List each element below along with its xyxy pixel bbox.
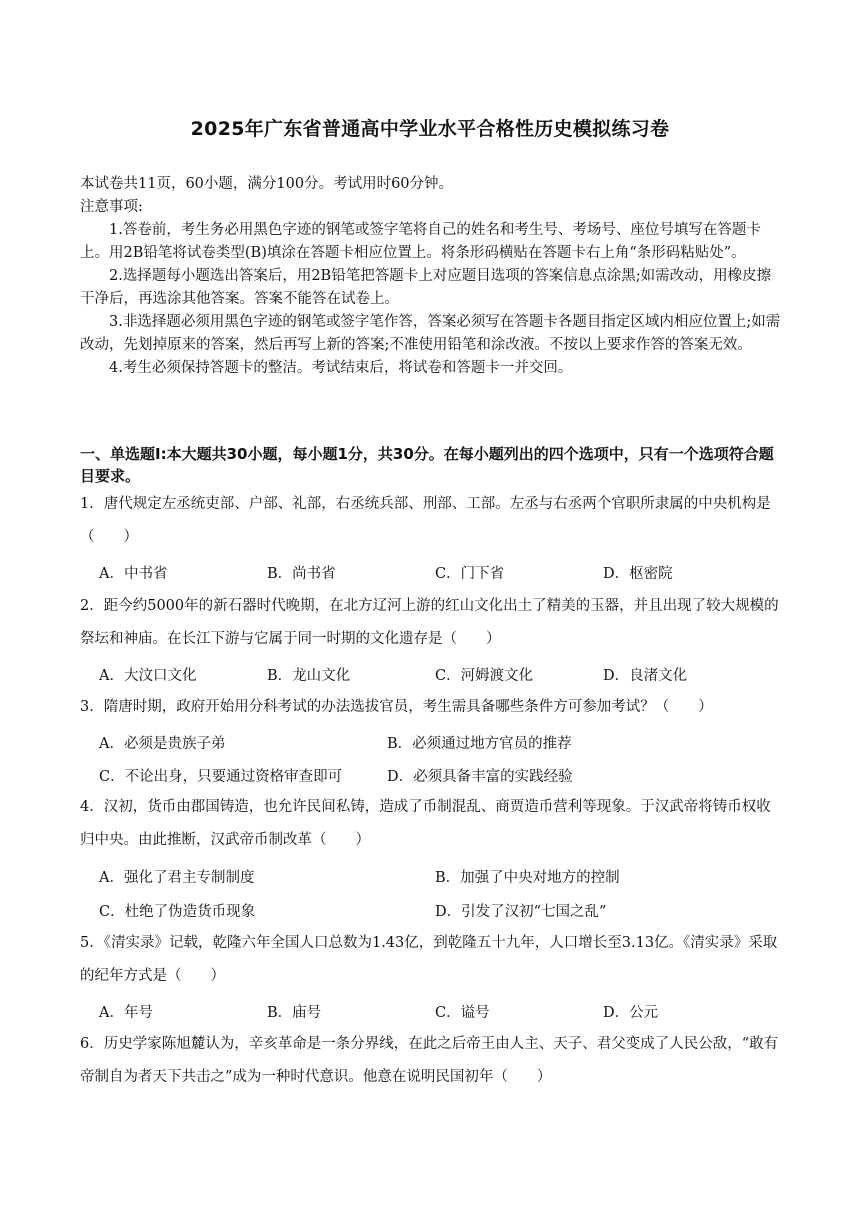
option-d: D．必须具备丰富的实践经验: [387, 769, 573, 785]
option-a: A．中书省: [99, 566, 168, 582]
question-stem: 6．历史学家陈旭麓认为，辛亥革命是一条分界线，在此之后帝王由人主、天子、君父变成了人民公敌，“敢有帝制自为者天下共击之”成为一种时代意识。他意在说明民国初年（ ）: [80, 1036, 779, 1085]
question-stem: 4．汉初，货币由郡国铸造，也允许民间私铸，造成了币制混乱、商贾造币营利等现象。于汉武帝将铸币权收归中央。由此推断，汉武帝币制改革（ ）: [80, 799, 771, 848]
exam-title: 2025年广东省普通高中学业水平合格性历史模拟练习卷: [190, 118, 670, 140]
question-options: [99, 866, 789, 896]
question-stem: 2．距今约5000年的新石器时代晚期，在北方辽河上游的红山文化出土了精美的玉器，并且出现了较大规模的祭坛和神庙。在长江下游与它属于同一时期的文化遗存是（ ）: [80, 598, 779, 647]
question-options: [99, 664, 789, 694]
notice-item: 1.答卷前，考生务必用黑色字迹的钢笔或签字笔将自己的姓名和考生号、考场号、座位号填写在答题卡上。用2B铅笔将试卷类型(B)填涂在答题卡相应位置上。将条形码横贴在答题卡右上角“条形码粘贴处”。: [80, 222, 761, 261]
question-options: [99, 732, 789, 762]
exam-instructions: [80, 173, 785, 380]
option-a: A．年号: [99, 1005, 153, 1021]
option-c: C．门下省: [435, 566, 505, 582]
option-d: D．枢密院: [603, 566, 673, 582]
option-d: D．公元: [603, 1005, 659, 1021]
option-d: D．引发了汉初“七国之乱”: [435, 904, 607, 920]
option-c: C．不论出身，只要通过资格审查即可: [99, 769, 343, 785]
notice-item: 3.非选择题必须用黑色字迹的钢笔或签字笔作答，答案必须写在答题卡各题目指定区域内相应位置上;如需改动，先划掉原来的答案，然后再写上新的答案;不准使用铅笔和涂改液。不按以上要求作答的答案无效。: [80, 314, 781, 353]
option-d: D．良渚文化: [603, 668, 688, 684]
section-heading: 一、单选题Ⅰ:本大题共30小题，每小题1分，共30分。在每小题列出的四个选项中，只有一个选项符合题目要求。: [80, 445, 774, 485]
exam-summary: 本试卷共11页，60小题，满分100分。考试用时60分钟。: [80, 176, 454, 192]
question-options: [99, 562, 789, 592]
option-b: B．龙山文化: [267, 668, 351, 684]
option-b: B．尚书省: [267, 566, 336, 582]
notice-item: 2.选择题每小题选出答案后，用2B铅笔把答题卡上对应题目选项的答案信息点涂黑;如需改动，用橡皮擦干净后，再选涂其他答案。答案不能答在试卷上。: [80, 268, 772, 307]
notice-label: 注意事项:: [80, 199, 143, 215]
question-stem: 1．唐代规定左丞统吏部、户部、礼部，右丞统兵部、刑部、工部。左丞与右丞两个官职所隶属的中央机构是（ ）: [80, 496, 771, 545]
notice-item: 4.考生必须保持答题卡的整洁。考试结束后，将试卷和答题卡一并交回。: [109, 360, 573, 376]
option-b: B．加强了中央对地方的控制: [435, 870, 620, 886]
option-c: C．谥号: [435, 1005, 490, 1021]
option-c: C．杜绝了伪造货币现象: [99, 904, 256, 920]
option-a: A．强化了君主专制制度: [99, 870, 255, 886]
option-c: C．河姆渡文化: [435, 668, 534, 684]
question-stem: 5．《清实录》记载，乾隆六年全国人口总数为1.43亿，到乾隆五十九年，人口增长至3.13亿。《清实录》采取的纪年方式是（ ）: [80, 935, 778, 984]
option-b: B．必须通过地方官员的推荐: [387, 736, 572, 752]
option-a: A．必须是贵族子弟: [99, 736, 226, 752]
option-b: B．庙号: [267, 1005, 322, 1021]
question-options: [99, 1001, 789, 1031]
question-options: [99, 900, 789, 930]
question-stem: 3．隋唐时期，政府开始用分科考试的办法选拔官员，考生需具备哪些条件方可参加考试？（ ）: [80, 699, 713, 715]
option-a: A．大汶口文化: [99, 668, 197, 684]
